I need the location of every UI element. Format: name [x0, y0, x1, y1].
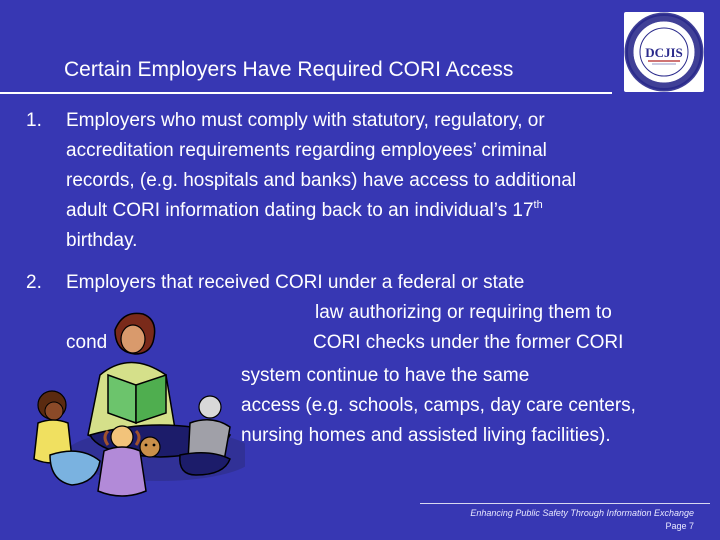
- list-item-2-line: law authorizing or requiring them to: [315, 302, 612, 323]
- list-item-2-line: access (e.g. schools, camps, day care centers,: [241, 395, 636, 416]
- list-item-2-line: nursing homes and assisted living facilities).: [241, 425, 611, 446]
- list-item-1-line-text: adult CORI information dating back to an individual’s 17: [66, 200, 534, 221]
- list-item-1-line: [66, 196, 696, 226]
- list-item-2-line: cond: [66, 332, 108, 353]
- list-item-1-line: accreditation requirements regarding employees’ criminal: [66, 140, 547, 161]
- list-number-2: 2.: [26, 272, 42, 293]
- title-divider: [0, 92, 612, 94]
- list-number-1: 1.: [26, 110, 42, 131]
- ordinal-suffix: th: [533, 199, 543, 211]
- list-item-2-line: system continue to have the same: [241, 365, 530, 386]
- footer-divider: [420, 503, 710, 504]
- list-item-1-line: birthday.: [66, 230, 138, 251]
- list-item-1: [66, 106, 696, 256]
- list-item-2-line: Employers that received CORI under a federal or state: [66, 272, 525, 293]
- list-item-1-line: records, (e.g. hospitals and banks) have access to additional: [66, 170, 577, 191]
- page-number: Page 7: [665, 521, 694, 531]
- children-reading-clipart: [30, 305, 245, 500]
- slide-title: Certain Employers Have Required CORI Access: [64, 58, 514, 81]
- list-item-1-line: Employers who must comply with statutory, regulatory, or: [66, 110, 545, 131]
- logo-text: DCJIS: [645, 45, 683, 60]
- footer-tagline: Enhancing Public Safety Through Information Exchange: [470, 508, 694, 518]
- list-item-2-line: CORI checks under the former CORI: [313, 332, 624, 353]
- dcjis-seal-logo: [624, 12, 704, 92]
